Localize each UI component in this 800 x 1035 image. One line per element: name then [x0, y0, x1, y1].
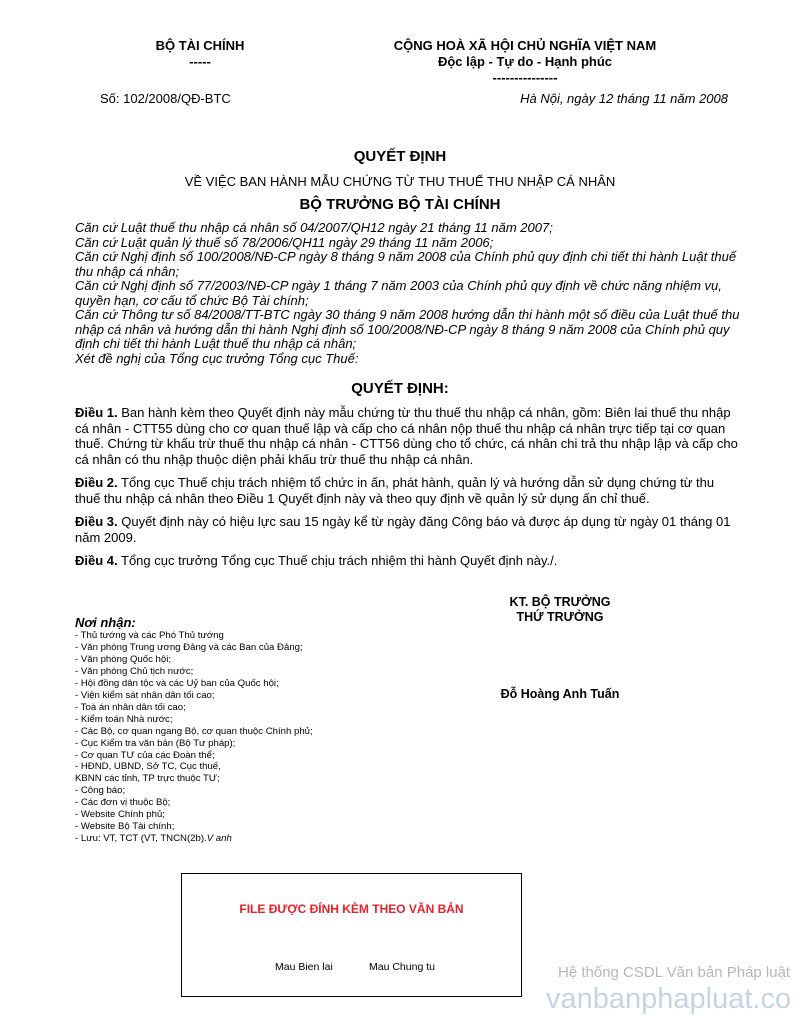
recipient-item: - Kiểm toán Nhà nước; [75, 713, 173, 725]
recipient-item: - Cục Kiểm tra văn bản (Bộ Tư pháp); [75, 737, 236, 749]
motto-separator: --------------- [492, 70, 558, 85]
place-and-date: Hà Nội, ngày 12 tháng 11 năm 2008 [520, 91, 728, 106]
article-label: Điều 2. [75, 475, 118, 490]
signature-block [470, 595, 650, 625]
recipient-item: - Website Bộ Tài chính; [75, 821, 175, 833]
article-text: Quyết định này có hiệu lực sau 15 ngày kể từ ngày đăng Công báo và được áp dụng từ ngày 01 tháng 01 năm 2009. [75, 514, 731, 545]
recipients-list [75, 630, 405, 845]
attachment-link-bien-lai[interactable]: Mau Bien lai [275, 961, 333, 973]
legal-basis-item: Căn cứ Luật quản lý thuế số 78/2006/QH11 ngày 29 tháng 11 năm 2006; [75, 234, 494, 250]
recipient-item: - Cơ quan TƯ của các Đoàn thể; [75, 749, 215, 761]
signer-name: Đỗ Hoàng Anh Tuấn [500, 687, 620, 701]
recipient-item: - Công báo; [75, 785, 126, 797]
national-header-block [360, 38, 690, 86]
country-name: CỘNG HOÀ XÃ HỘI CHỦ NGHĨA VIỆT NAM [393, 38, 657, 53]
signature-line-2: THỨ TRƯỞNG [516, 610, 604, 624]
legal-basis-item: Căn cứ Nghị định số 100/2008/NĐ-CP ngày 8 tháng 9 năm 2008 của Chính phủ quy định chi tiết thi hành Luật thuế thu nhập cá nhân; [75, 249, 737, 279]
article-label: Điều 4. [75, 553, 118, 568]
recipient-item: - Văn phòng Trung ương Đảng và các Ban của Đảng; [75, 641, 303, 653]
recipient-item: KBNN các tỉnh, TP trực thuộc TƯ; [75, 773, 220, 785]
national-motto: Độc lập - Tự do - Hạnh phúc [437, 54, 613, 69]
article-text: Ban hành kèm theo Quyết định này mẫu chứng từ thu thuế thu nhập cá nhân, gồm: Biên lai thuế thu nhập cá nhân - CTT55 dùng cho cơ quan thuế lập và cấp cho cá nhân nộp thuế thu nhập cá nhân trực tiếp tại cơ quan thuế. Chứng từ khấu trừ thuế thu nhập cá nhân - CTT56 dùng cho tổ chức, cá nhân chi trả thu nhập lập và cấp cho cá nhân có thu nhập thuộc diện phải khấu trừ thuế thu nhập cá nhân. [75, 405, 738, 467]
attachment-link-chung-tu[interactable]: Mau Chung tu [369, 961, 435, 973]
recipient-item: - Các Bộ, cơ quan ngang Bộ, cơ quan thuộc Chính phủ; [75, 725, 313, 737]
recipient-item: - Văn phòng Chủ tịch nước; [75, 665, 194, 677]
legal-basis-item: Căn cứ Luật thuế thu nhập cá nhân số 04/2007/QH12 ngày 21 tháng 11 năm 2007; [75, 220, 553, 235]
recipient-item-text: - Lưu: VT, TCT (VT, TNCN(2b). [75, 833, 207, 845]
article-2 [75, 475, 740, 506]
article-4 [75, 553, 740, 569]
attachments-title: FILE ĐƯỢC ĐÍNH KÈM THEO VĂN BẢN [239, 902, 464, 916]
legal-basis [75, 221, 740, 366]
signature-line-1: KT. BỘ TRƯỞNG [509, 595, 611, 609]
watermark-site: vanbanphapluat.co [546, 983, 792, 1015]
recipient-item: - Toà án nhân dân tối cao; [75, 701, 186, 713]
recipient-item: - Website Chính phủ; [75, 809, 165, 821]
article-text: Tổng cục trưởng Tổng cục Thuế chịu trách nhiệm thi hành Quyết định này./. [117, 553, 558, 568]
issuing-agency-block [100, 38, 300, 70]
recipient-item-last [75, 833, 405, 845]
recipient-item: - Văn phòng Quốc hội; [75, 653, 172, 665]
decision-heading: QUYẾT ĐỊNH: [351, 380, 449, 397]
recipient-item: - Các đơn vị thuộc Bộ; [75, 797, 171, 809]
issuing-agency: BỘ TÀI CHÍNH [155, 38, 245, 53]
article-label: Điều 1. [75, 405, 118, 420]
recipient-item: - Thủ tướng và các Phó Thủ tướng [75, 630, 224, 641]
article-3 [75, 514, 740, 545]
legal-basis-item: Căn cứ Thông tư số 84/2008/TT-BTC ngày 30 tháng 9 năm 2008 hướng dẫn thi hành một số điều của Luật thuế thu nhập cá nhân và hướng dẫn thi hành Nghị định số 100/2008/NĐ-CP ngày 8 tháng 9 năm 2008 của Chính phủ quy định chi tiết thi hành Luật thuế thu nhập cá nhân; [75, 307, 740, 351]
articles [75, 405, 740, 577]
agency-separator: ----- [189, 54, 211, 69]
document-title: QUYẾT ĐỊNH [353, 148, 447, 165]
document-subtitle: VỀ VIỆC BAN HÀNH MẪU CHỨNG TỪ THU THUẾ THU NHẬP CÁ NHÂN [184, 174, 616, 189]
attachments-box [181, 873, 522, 997]
article-1 [75, 405, 740, 467]
recipient-item: - Viện kiểm sát nhân dân tối cao; [75, 689, 215, 701]
recipients-title: Nơi nhận: [75, 615, 136, 630]
legal-basis-item: Xét đề nghị của Tổng cục trưởng Tổng cục Thuế: [75, 350, 359, 366]
legal-basis-item: Căn cứ Nghị định số 77/2003/NĐ-CP ngày 1 tháng 7 năm 2003 của Chính phủ quy định về chức năng nhiệm vụ, quyền hạn, cơ cấu tổ chức Bộ Tài chính; [75, 278, 722, 308]
recipient-item-suffix: V anh [206, 833, 232, 845]
issuer-title: BỘ TRƯỞNG BỘ TÀI CHÍNH [299, 196, 501, 213]
recipient-item: - HĐND, UBND, Sở TC, Cục thuế, [75, 761, 221, 773]
article-label: Điều 3. [75, 514, 118, 529]
article-text: Tổng cục Thuế chịu trách nhiệm tổ chức in ấn, phát hành, quản lý và hướng dẫn sử dụng chứng từ thu thuế thu nhập cá nhân theo Điều 1 Quyết định này và theo quy định về quản lý sử dụng ấn chỉ thuế. [75, 475, 715, 506]
recipient-item: - Hội đồng dân tộc và các Uỷ ban của Quốc hội; [75, 677, 279, 689]
watermark-caption: Hệ thống CSDL Văn bản Pháp luật [558, 964, 791, 981]
document-number: Số: 102/2008/QĐ-BTC [100, 91, 231, 106]
